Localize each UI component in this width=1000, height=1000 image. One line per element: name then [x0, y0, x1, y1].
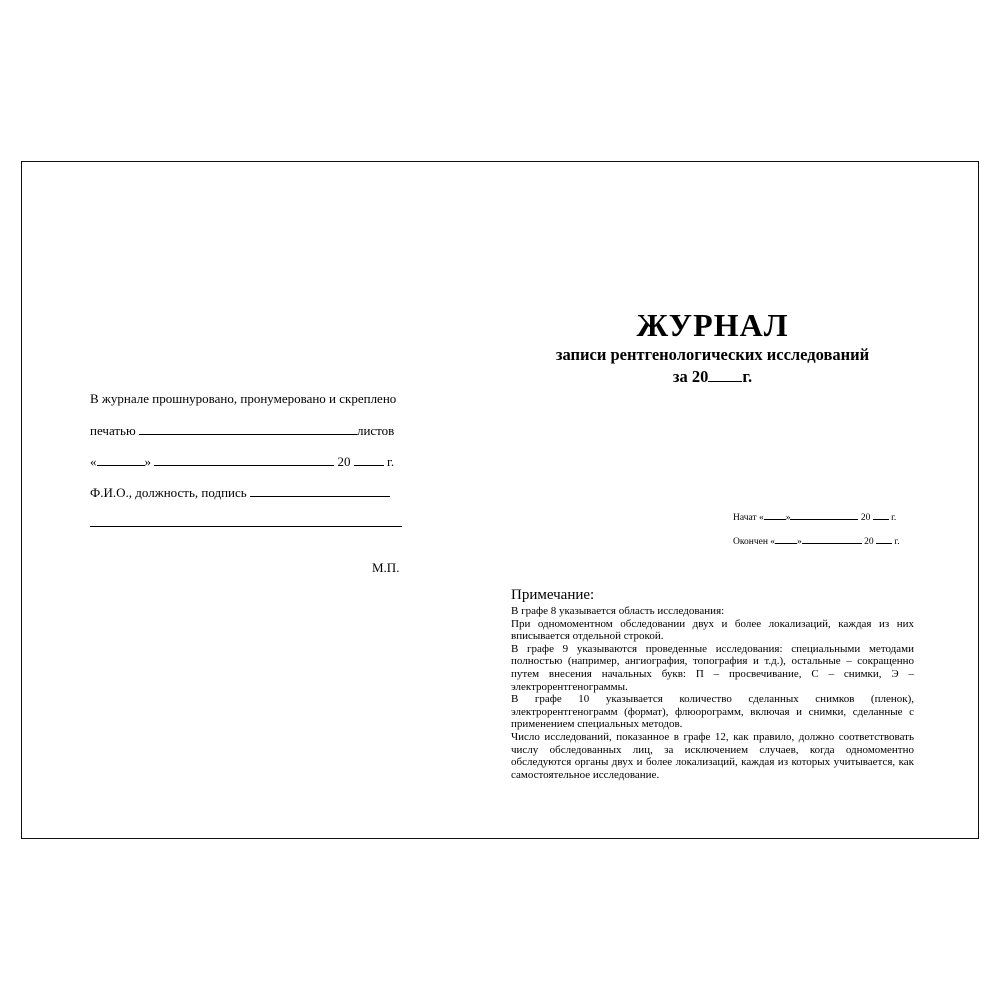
ended-quote-open: «	[770, 537, 776, 547]
sheets-label: листов	[356, 423, 395, 438]
started-year-field[interactable]	[873, 510, 889, 520]
started-quote-open: «	[758, 513, 764, 523]
signature-label: Ф.И.О., должность, подпись	[90, 485, 247, 500]
binding-day-field[interactable]	[97, 454, 145, 466]
started-date-row	[733, 510, 896, 523]
stamp-place	[372, 560, 399, 576]
journal-year-prefix: за 20	[672, 367, 709, 386]
started-day-field[interactable]	[764, 510, 786, 520]
ended-month-field[interactable]	[802, 534, 862, 544]
quote-open: «	[90, 454, 97, 469]
binding-month-field[interactable]	[154, 454, 334, 466]
binding-date-row	[90, 454, 394, 470]
journal-cover-sheet	[21, 161, 979, 839]
ended-date-row	[733, 534, 900, 547]
page-title-text: ЖУРНАЛ	[636, 307, 789, 343]
journal-year-suffix: г.	[742, 367, 753, 386]
note-paragraph: В графе 8 указывается область исследования:	[511, 605, 725, 617]
sheets-count-row	[90, 423, 394, 439]
journal-year-field[interactable]	[708, 368, 742, 382]
quote-close: »	[144, 454, 151, 469]
stamp-place-text: М.П.	[372, 560, 400, 575]
seal-label: печатью	[90, 423, 136, 438]
signature-row	[90, 485, 390, 501]
page-title	[511, 307, 914, 344]
note-heading-text: Примечание:	[511, 587, 595, 603]
started-label: Начат	[733, 513, 757, 523]
ended-year-suffix: г.	[894, 537, 900, 547]
signature-extra-line[interactable]	[90, 526, 402, 527]
note-paragraph: При одномоментном обследовании двух и более локализаций, каждая из них вписывается отдельной строкой.	[511, 617, 914, 643]
ended-label: Окончен	[733, 537, 768, 547]
started-quote-close: »	[785, 513, 791, 523]
note-heading	[511, 587, 594, 604]
note-paragraph: Число исследований, показанное в графе 12, как правило, должно соответствовать числу обследованных лиц, за исключением случаев, когда одномоментно обследуются органы двух и более локализаций, каждая из которых учитывается, как самостоятельное исследование.	[511, 730, 914, 781]
signature-field[interactable]	[250, 485, 390, 497]
journal-year-row	[511, 367, 914, 387]
ended-day-field[interactable]	[775, 534, 797, 544]
binding-statement	[90, 391, 396, 407]
year-suffix: г.	[387, 454, 395, 469]
started-year-suffix: г.	[891, 513, 897, 523]
started-month-field[interactable]	[790, 510, 858, 520]
page-subtitle-text: записи рентгенологических исследований	[555, 345, 870, 364]
binding-statement-text: В журнале прошнуровано, пронумеровано и скреплено	[90, 391, 397, 406]
started-year-prefix: 20	[860, 513, 871, 523]
note-paragraph: В графе 9 указываются проведенные исследования: специальными методами полностью (например, ангиография, топография и т.д.), остальные – сокращенно путем внесения начальных букв: П – просвечивание, С – снимки, Э – электрорентгенограммы.	[511, 642, 914, 693]
page-subtitle	[511, 345, 914, 365]
binding-year-field[interactable]	[354, 454, 384, 466]
ended-year-field[interactable]	[876, 534, 892, 544]
year-prefix: 20	[337, 454, 351, 469]
ended-year-prefix: 20	[864, 537, 874, 547]
sheets-count-field[interactable]	[139, 423, 357, 435]
ended-quote-close: »	[797, 537, 802, 547]
note-paragraph: В графе 10 указывается количество сделанных снимков (пленок), электрорентгенограмм (формат), флюорограмм, включая и снимки, сделанные с применением специальных методов.	[511, 693, 914, 731]
notes-block	[511, 605, 914, 781]
